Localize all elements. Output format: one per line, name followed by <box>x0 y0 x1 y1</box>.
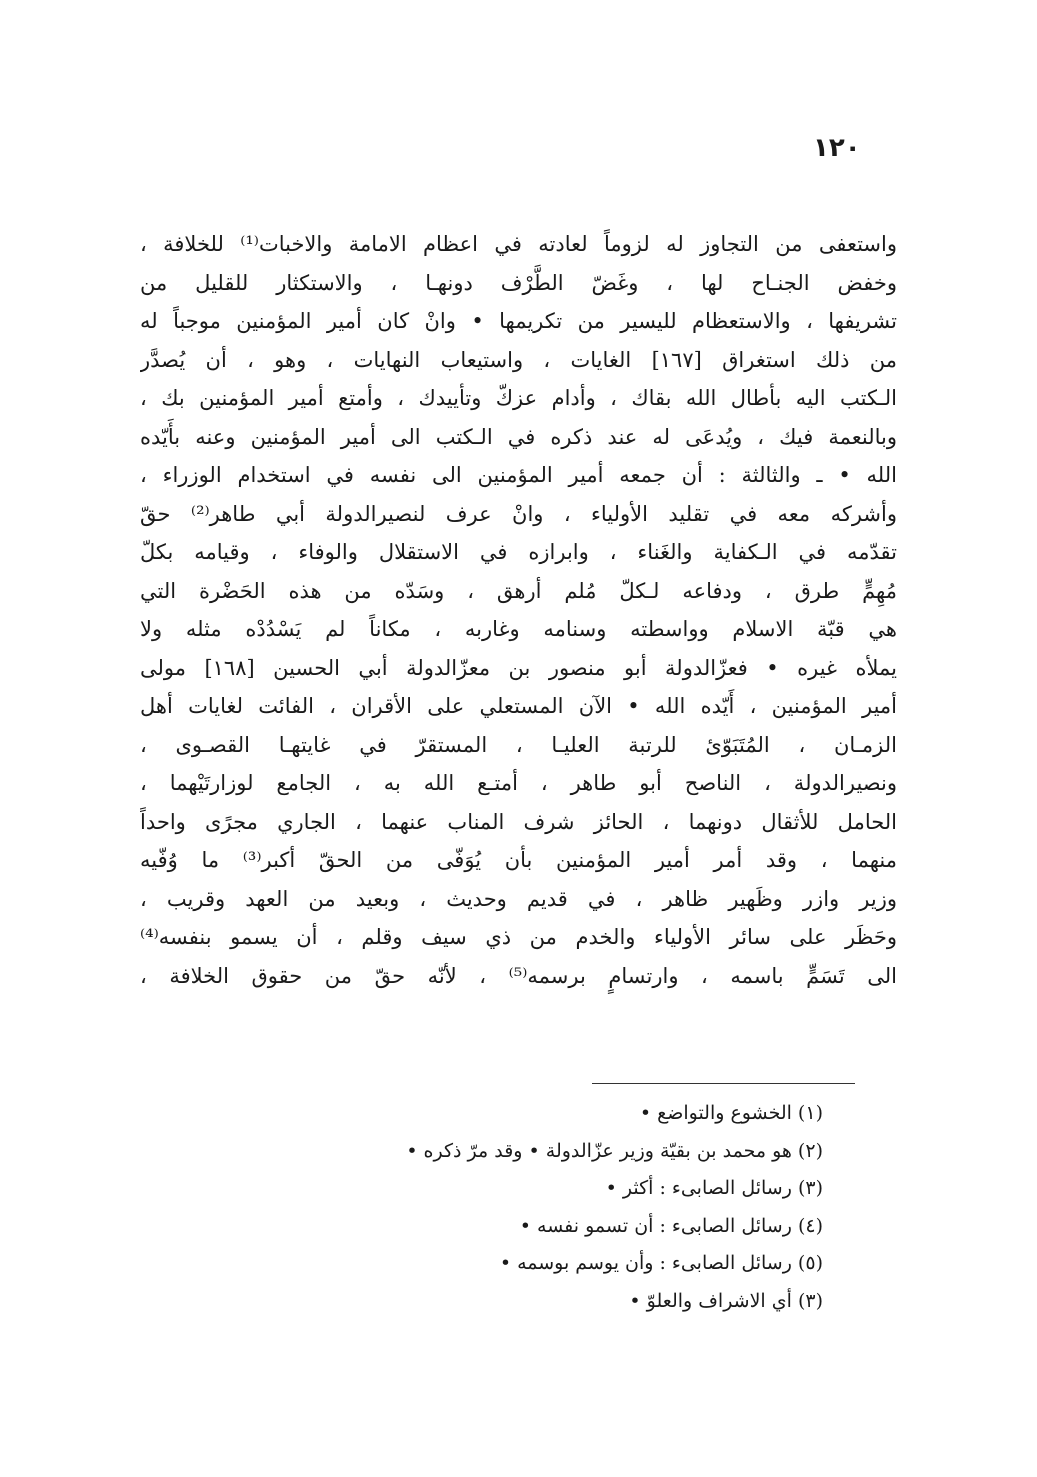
text-line: يملأه غيره • فعزّالدولة أبو منصور بن معزّالدولة أبي الحسين [١٦٨] مولى <box>140 655 897 680</box>
text-line: من ذلك استغراق [١٦٧] الغايات ، واستيعاب النهايات ، وهو ، أن يُصدَّر <box>140 347 897 372</box>
text-line: الى تَسَمٍّ باسمه ، وارتسامٍ برسمه⁽⁵⁾ ، لأنّه حقّ من حقوق الخلافة ، <box>140 963 897 988</box>
text-line: الحامل للأثقال دونهما ، الحائز شرف المناب عنهما ، الجاري مجرًى واحداً <box>140 809 897 834</box>
footnote: (٣) أي الاشراف والعلوّ • <box>629 1289 823 1312</box>
text-line: الزمـان ، المُتَبَوّئ للرتبة العليـا ، المستقرّ في غايتهـا القصـوى ، <box>140 732 897 757</box>
text-line: الـكتب اليه بأطال الله بقاك ، وأدام عزكّ وتأييدك ، وأمتع أمير المؤمنين بك ، <box>140 386 897 410</box>
footnote: (٥) رسائل الصابىء : وأن يوسم بوسمه • <box>499 1252 823 1274</box>
text-line: تقدّمه في الـكفاية والغَناء ، وابرازه في الاستقلال والوفاء ، وقيامه بكلّ <box>140 540 897 564</box>
text-line: هي قبّة الاسلام وواسطته وسنامه وغاربه ، مكاناً لم يَسْدُدْه مثله ولا <box>140 617 897 641</box>
text-line: وبالنعمة فيك ، ويُدعَى له عند ذكره في الـكتب الى أمير المؤمنين وعنه بأَيّده <box>140 424 897 449</box>
footnotes <box>143 1095 823 1320</box>
text-line: منهما ، وقد أمر أمير المؤمنين بأن يُوَفّى من الحقّ أكبر⁽³⁾ ما وُفّيه <box>140 848 897 872</box>
text-line: مُهِمٍّ طرق ، ودفاعه لـكلّ مُلم أرهق ، وسَدّه من هذه الحَضْرة التي <box>140 578 897 603</box>
footnote: (١) الخشوع والتواضع • <box>639 1102 823 1124</box>
text-line: وزير وازر وظَهير ظاهر ، في قديم وحديث ، وبعيد من العهد وقريب ، <box>140 886 897 911</box>
footnote: (٤) رسائل الصابىء : أن تسمو نفسه • <box>519 1214 823 1237</box>
body-text <box>140 225 897 995</box>
text-line: الله • ـ والثالثة : أن جمعه أمير المؤمنين الى نفسه في استخدام الوزراء ، <box>140 463 897 487</box>
footnote-separator <box>592 1083 855 1084</box>
page-number: ١٢٠ <box>813 133 861 163</box>
text-line: وخفض الجنـاح لها ، وغَضّ الطَّرْف دونهـا ، والاستكثار للقليل من <box>140 270 897 295</box>
text-line: وحَظَر على سائر الأولياء والخدم من ذي سيف وقلم ، أن يسمو بنفسه⁽⁴⁾ <box>140 925 897 949</box>
text-line: واستعفى من التجاوز له لزوماً لعادته في اعظام الامامة والاخبات⁽¹⁾ للخلافة ، <box>140 232 897 256</box>
footnote: (٣) رسائل الصابىء : أكثر • <box>605 1177 823 1199</box>
text-line: ونصيرالدولة ، الناصح أبو طاهر ، أمتـع الله به ، الجامع لوزارتَيْهما ، <box>140 771 897 795</box>
footnote: (٢) هو محمد بن بقيّة وزير عزّالدولة • وقد مرّ ذكره • <box>406 1139 823 1162</box>
text-line: أمير المؤمنين ، أَيّده الله • الآن المستعلي على الأقران ، الفائت لغايات أهل <box>140 694 897 718</box>
text-line: وأشركه معه في تقليد الأولياء ، وانْ عرف لنصيرالدولة أبي طاهر⁽²⁾ حقّ <box>140 501 897 526</box>
text-line: تشريفها ، والاستعظام لليسير من تكريمها • وانْ كان أمير المؤمنين موجباً له <box>140 309 897 333</box>
